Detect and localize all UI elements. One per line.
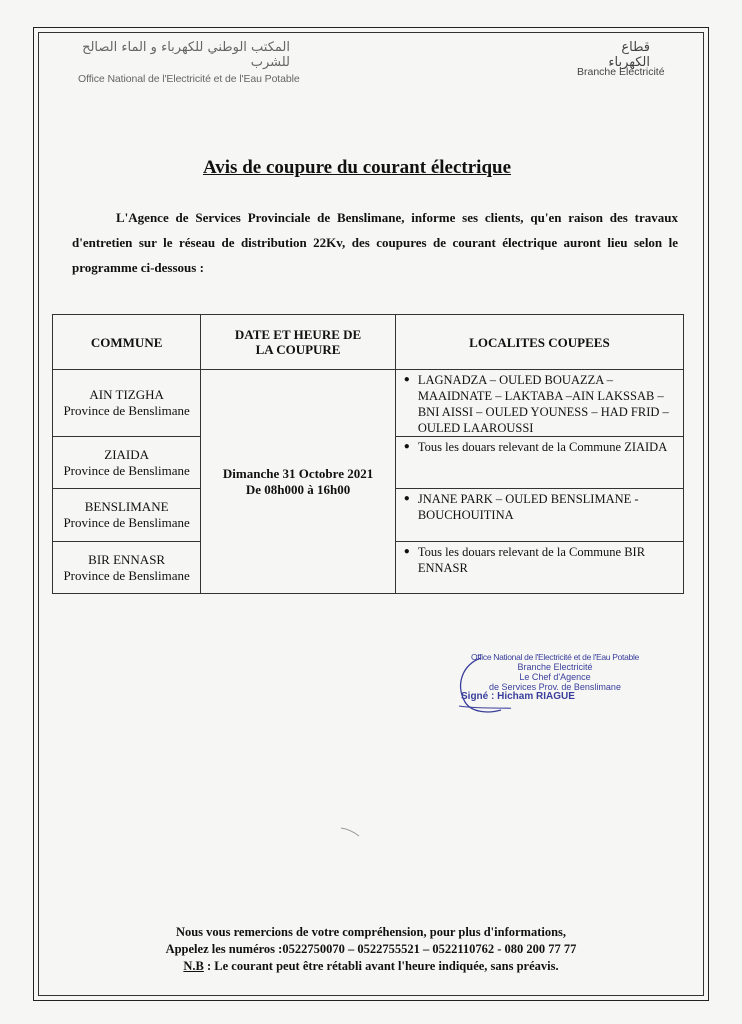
schedule-table: [52, 314, 684, 594]
intro-paragraph: [72, 205, 678, 280]
stamp-line4: de Services Prov. de Benslimane: [489, 682, 621, 692]
intro-text: L'Agence de Services Provinciale de Benslimane, informe ses clients, qu'en raison des travaux d'entretien sur le réseau de distribution 22Kv, des coupures de courant électrique auront lieu selon le programme ci-dessous :: [72, 210, 678, 275]
official-stamp: [455, 652, 655, 702]
commune-province: Province de Benslimane: [63, 403, 190, 418]
localites-text: LAGNADZA – OULED BOUAZZA – MAAIDNATE – LAKTABA –AIN LAKSSAB – BNI AISSI – OULED YOUNESS – HAD FRID – OULED LAAROUSSI: [417, 373, 669, 435]
stamp-line1: Office National de l'Electricité et de l'Eau Potable: [471, 652, 639, 662]
nb-label: N.B: [183, 959, 204, 973]
table-row: [53, 370, 684, 437]
commune-name: AIN TIZGHA: [89, 387, 164, 402]
stamp-line3: Le Chef d'Agence: [519, 672, 591, 682]
commune-cell: [53, 437, 201, 489]
date-line2: De 08h000 à 16h00: [245, 481, 351, 497]
header-left-french: Office National de l'Electricité et de l'Eau Potable: [78, 73, 300, 85]
footer-line2: Appelez les numéros :0522750070 – 0522755521 – 0522110762 - 080 200 77 77: [165, 942, 577, 956]
bullet-icon: ●: [403, 546, 410, 557]
header-date-line1: DATE ET HEURE DE: [234, 327, 362, 342]
localites-cell: [395, 542, 683, 594]
commune-province: Province de Benslimane: [63, 567, 190, 583]
footer: [0, 924, 742, 975]
notice-title: Avis de coupure du courant électrique: [202, 157, 512, 178]
bullet-icon: ●: [403, 493, 410, 504]
stamp-signature: Signé : Hicham RIAGUE: [461, 691, 575, 702]
commune-name: BIR ENNASR: [88, 551, 166, 567]
pen-mark-icon: [340, 826, 360, 838]
commune-province: Province de Benslimane: [63, 515, 190, 530]
localites-cell: [395, 489, 683, 542]
footer-line1: Nous vous remercions de votre compréhension, pour plus d'informations,: [175, 925, 567, 939]
nb-text: : Le courant peut être rétabli avant l'heure indiquée, sans préavis.: [203, 959, 559, 973]
stamp-line2: Branche Electricité: [517, 662, 593, 672]
commune-name: BENSLIMANE: [84, 499, 169, 514]
header-date-line2: LA COUPURE: [255, 342, 341, 357]
commune-province: Province de Benslimane: [63, 462, 190, 478]
commune-name: ZIAIDA: [104, 446, 150, 462]
commune-cell: [53, 370, 201, 437]
localites-text: Tous les douars relevant de la Commune ZIAIDA: [417, 440, 668, 454]
localites-text: JNANE PARK – OULED BENSLIMANE - BOUCHOUITINA: [417, 492, 639, 522]
header-right-arabic: قطاع الكهرباء: [608, 40, 650, 70]
header-localites: LOCALITES COUPEES: [395, 315, 683, 370]
date-cell: [201, 370, 396, 594]
bullet-icon: ●: [403, 374, 410, 385]
header-right-french: Branche Electricité: [577, 66, 665, 78]
localites-text: Tous les douars relevant de la Commune BIR ENNASR: [417, 545, 646, 575]
header-left-arabic: المكتب الوطني للكهرباء و الماء الصالح للشرب: [82, 40, 290, 70]
localites-cell: [395, 437, 683, 489]
localites-cell: [395, 370, 683, 437]
footer-nb: [0, 958, 742, 975]
date-line1: Dimanche 31 Octobre 2021: [222, 465, 374, 481]
header-date: [201, 315, 396, 370]
header-commune: COMMUNE: [53, 315, 201, 370]
bullet-icon: ●: [403, 441, 410, 452]
table-header-row: [53, 315, 684, 370]
commune-cell: [53, 489, 201, 542]
commune-cell: [53, 542, 201, 594]
